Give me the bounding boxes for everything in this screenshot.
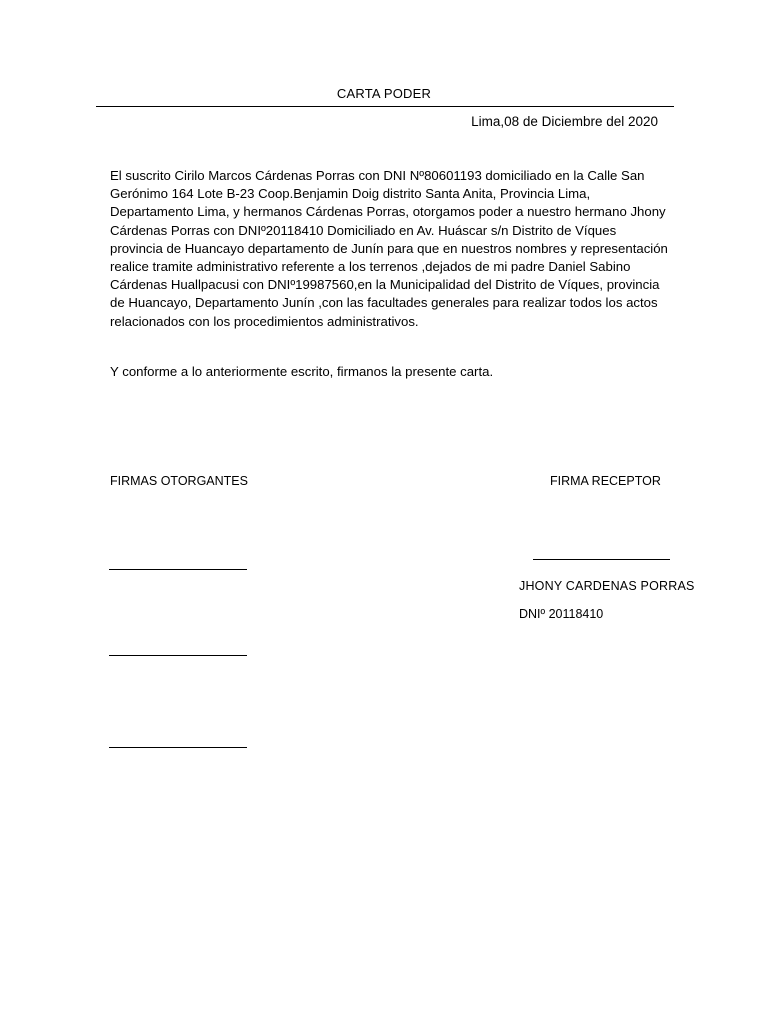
grantor-signature-line	[109, 655, 247, 656]
receiver-name: JHONY CARDENAS PORRAS	[519, 579, 695, 593]
date-line: Lima,08 de Diciembre del 2020	[471, 114, 658, 129]
body-paragraph: El suscrito Cirilo Marcos Cárdenas Porras con DNI Nº80601193 domiciliado en la Calle San Gerónimo 164 Lote B-23 Coop.Benjamin Doig distrito Santa Anita, Provincia Lima, Departamento Lima, y hermanos Cárdenas Porras, otorgamos poder a nuestro hermano Jhony Cárdenas Porras con DNIº20118410 Domiciliado en Av. Huáscar s/n Distrito de Víques provincia de Huancayo departamento de Junín para que en nuestros nombres y representación realice tramite administrativo referente a los terrenos ,dejados de mi padre Daniel Sabino Cárdenas Huallpacusi con DNIº19987560,en la Municipalidad del Distrito de Víques, provincia de Huancayo, Departamento Junín ,con las facultades generales para realizar todos los actos relacionados con los procedimientos administrativos.	[110, 168, 668, 329]
grantors-signature-label: FIRMAS OTORGANTES	[110, 474, 248, 488]
grantor-signature-line	[109, 569, 247, 570]
grantor-signature-line	[109, 747, 247, 748]
receiver-signature-label: FIRMA RECEPTOR	[550, 474, 661, 488]
receiver-signature-line	[533, 559, 670, 560]
closing-statement: Y conforme a lo anteriormente escrito, firmanos la presente carta.	[110, 364, 494, 379]
receiver-dni: DNIº 20118410	[519, 607, 604, 621]
title-rule	[96, 106, 674, 107]
document-title: CARTA PODER	[336, 86, 432, 101]
